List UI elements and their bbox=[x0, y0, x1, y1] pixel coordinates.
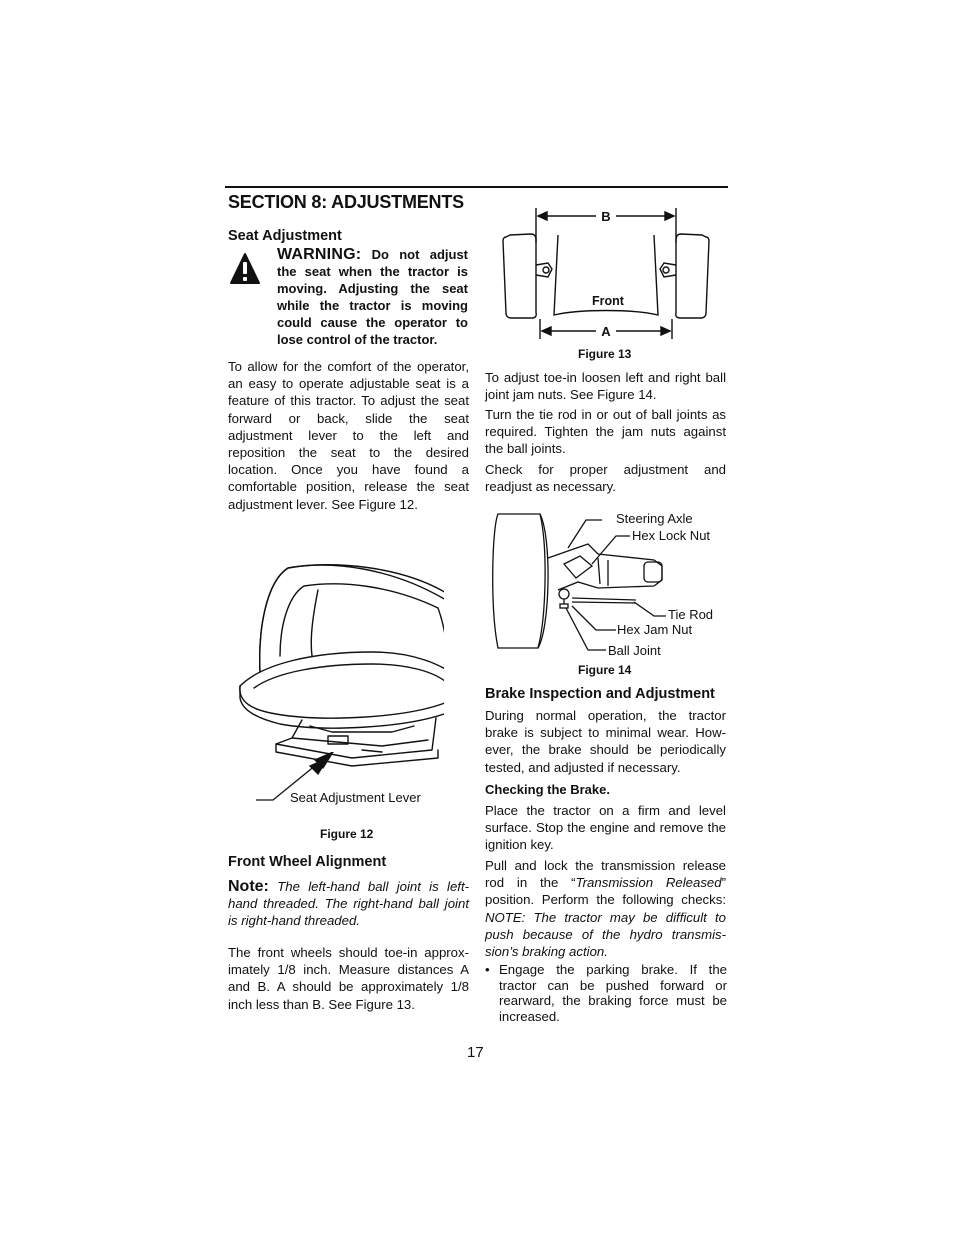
transmission-released-text: Transmission Released bbox=[575, 875, 722, 891]
hydro-note: NOTE: The tractor may be difficult to push because of the hydro transmis-sion’s braking action. bbox=[485, 909, 726, 960]
front-label: Front bbox=[592, 294, 624, 308]
warning-word: WARNING: bbox=[277, 246, 362, 263]
ball-joint-label: Ball Joint bbox=[608, 643, 661, 658]
page-number: 17 bbox=[467, 1044, 484, 1061]
dimension-b-label: B bbox=[601, 209, 611, 224]
dimension-a-label: A bbox=[601, 324, 611, 339]
brake-body: During normal operation, the tractor brake is subject to minimal wear. How-ever, the brake should be periodically tested, and adjusted if necessary. bbox=[485, 708, 726, 775]
brake-checks-list bbox=[485, 962, 727, 1024]
figure-13-caption: Figure 13 bbox=[578, 347, 632, 361]
checking-brake-paragraph-2 bbox=[485, 857, 726, 960]
p2-start: Pull and lock the transmission release rod in the “ bbox=[485, 858, 726, 891]
front-wheel-note bbox=[228, 878, 469, 930]
bullet-dot: • bbox=[485, 962, 490, 977]
seat-warning bbox=[277, 246, 468, 348]
note-text: The left-hand ball joint is left-hand threaded. The right-hand ball joint is right-hand threaded. bbox=[228, 879, 469, 929]
figure-12-caption: Figure 12 bbox=[320, 827, 374, 841]
front-wheel-alignment-heading: Front Wheel Alignment bbox=[228, 854, 387, 870]
front-wheel-body: The front wheels should toe-in approx-imately 1/8 inch. Measure distances A and B. A should be approximately 1/8 inch less than B. See Figure 13. bbox=[228, 945, 469, 1012]
hex-jam-nut-label: Hex Jam Nut bbox=[617, 622, 693, 637]
warning-text: Do not adjust the seat when the tractor is moving. Adjusting the seat while the tractor is moving could cause the operator to lose control of the tractor. bbox=[277, 247, 468, 347]
section-title: SECTION 8: ADJUSTMENTS bbox=[228, 192, 464, 212]
section-rule bbox=[225, 186, 728, 188]
bullet-text: Engage the parking brake. If the tractor can be pushed forward or rearward, the braking force must be increased. bbox=[499, 962, 727, 1024]
tie-rod-label: Tie Rod bbox=[668, 607, 714, 622]
toe-in-paragraph-2: Turn the tie rod in or out of ball joints as required. Tighten the jam nuts against the ball joints. bbox=[485, 407, 726, 457]
steering-axle-label: Steering Axle bbox=[616, 511, 693, 526]
hex-lock-nut-label: Hex Lock Nut bbox=[632, 528, 711, 543]
toe-in-paragraph-3: Check for proper adjustment and readjust as necessary. bbox=[485, 462, 726, 495]
toe-in-figure bbox=[500, 203, 712, 343]
p2-mid: ” position. Perform the following checks: bbox=[485, 875, 726, 908]
seat-adjustment-body: To allow for the comfort of the operator, an easy to operate adjustable seat is a feature of this tractor. To adjust the seat forward or back, slide the seat adjustment lever to the left and reposition the seat to the desired location. Once you have found a comfortable position, release the seat adjustment lever. See Figure 12. bbox=[228, 359, 469, 512]
warning-triangle-icon bbox=[230, 252, 260, 286]
checking-brake-paragraph-1: Place the tractor on a firm and level surface. Stop the engine and remove the ignition key. bbox=[485, 803, 726, 853]
list-item bbox=[485, 962, 727, 1024]
note-word: Note: bbox=[228, 878, 269, 895]
checking-brake-heading: Checking the Brake. bbox=[485, 782, 610, 797]
seat-figure bbox=[232, 560, 444, 772]
seat-adjustment-heading: Seat Adjustment bbox=[228, 228, 342, 244]
seat-adjustment-lever-label: Seat Adjustment Lever bbox=[290, 790, 421, 805]
brake-heading: Brake Inspection and Adjustment bbox=[485, 686, 715, 702]
toe-in-paragraph-1: To adjust toe-in loosen left and right ball joint jam nuts. See Figure 14. bbox=[485, 370, 726, 403]
figure-14-caption: Figure 14 bbox=[578, 663, 632, 677]
